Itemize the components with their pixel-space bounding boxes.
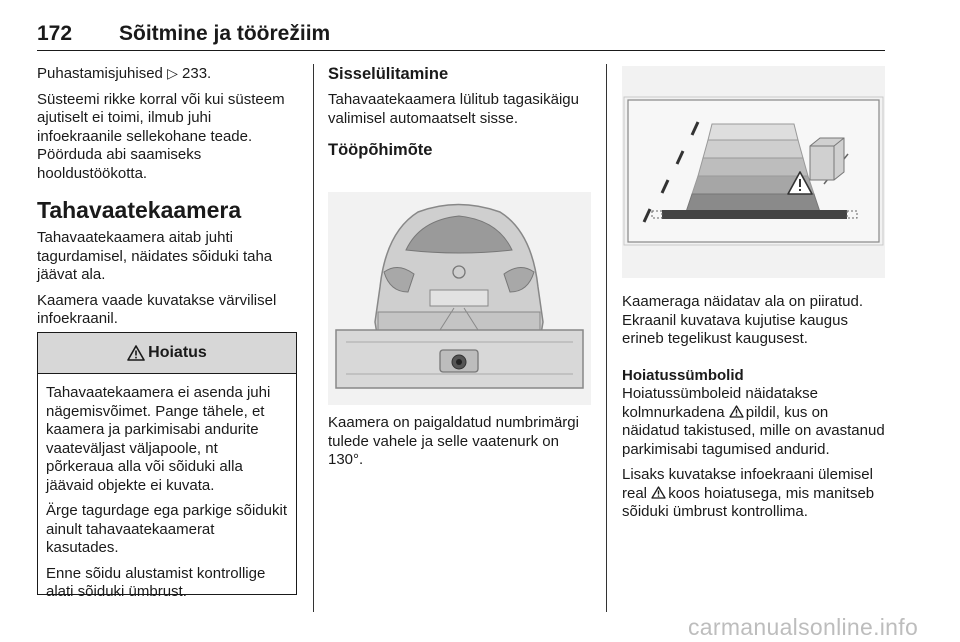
column-middle: [328, 64, 590, 167]
warning-triangle-icon: [651, 486, 666, 499]
paragraph-intro: Tahavaatekaamera aitab juhti tagurdamisel, näidates sõiduki taha jäävat ala.: [37, 229, 273, 283]
page-reference-arrow-icon: ▷: [167, 65, 178, 81]
warning-triangle-icon: [127, 345, 145, 361]
warning-paragraph: Ärge tagurdage ega parkige sõidukit ainult tahavaatekaamerat kasutades.: [46, 502, 287, 556]
figure-caption: Kaamera on paigaldatud numbrimärgi tulede vahele ja selle vaatenurk on 130°.: [328, 414, 579, 468]
warning-body: [38, 374, 296, 602]
page-header: [37, 22, 885, 51]
caption-block: [328, 414, 590, 477]
paragraph-fault: Süsteemi rikke korral või kui süsteem ajutiselt ei toimi, ilmub juhi infoekraanile sellekohane teade. Pöörduda abi saamiseks hooldustöökotta.: [37, 90, 285, 182]
car-rear-camera-illustration: [328, 192, 591, 405]
paragraph-info-display: Lisaks kuvatakse infoekraani ülemisel real koos hoiatusega, mis manitseb sõiduki ümbrust kontrollima.: [622, 466, 875, 520]
warning-paragraph: Tahavaatekaamera ei asenda juhi nägemisvõimet. Pange tähele, et kaamera ja parkimisabi andurite vaateväljast väljapoole, nt põrkeraua alla või sõiduki alla jäävaid objekte ei kuvata.: [46, 384, 271, 494]
column-divider: [606, 64, 607, 612]
column-right: [622, 293, 888, 529]
subheading-activation: Sisselülitamine: [328, 65, 449, 83]
column-divider: [313, 64, 314, 612]
warning-paragraph: Enne sõidu alustamist kontrollige alati sõiduki ümbrust.: [46, 564, 266, 600]
column-left: [37, 64, 299, 336]
cleaning-reference: Puhastamisjuhised ▷ 233.: [37, 65, 212, 82]
section-heading: Tahavaatekaamera: [37, 197, 242, 223]
warning-title: Hoiatus: [148, 344, 207, 361]
warning-triangle-icon: [729, 405, 744, 418]
paragraph-symbols: Hoiatussümboleid näidatakse kolmnurkadena pildil, kus on näidatud takistused, mille on avastanud parkimisabi tagumised andurid.: [622, 385, 885, 458]
warning-box: [37, 332, 297, 600]
subheading-warning-symbols: Hoiatussümbolid: [622, 366, 744, 384]
paragraph-display: Kaamera vaade kuvatakse värvilisel infoekraanil.: [37, 291, 277, 327]
page-reference-link[interactable]: 233.: [182, 65, 212, 82]
paragraph-activation: Tahavaatekaamera lülitub tagasikäigu valimisel automaatselt sisse.: [328, 91, 579, 127]
paragraph-limited-area: Kaameraga näidatav ala on piiratud. Ekraanil kuvatava kujutise kaugus erineb tegelikust kaugusest.: [622, 293, 863, 347]
page-number: 172: [37, 22, 73, 45]
watermark: carmanualsonline.info: [688, 614, 919, 640]
chapter-title: Sõitmine ja töörežiim: [119, 22, 331, 45]
warning-header: [38, 333, 296, 374]
camera-view-illustration: [622, 66, 885, 278]
subheading-principle: Tööpõhimõte: [328, 141, 433, 159]
